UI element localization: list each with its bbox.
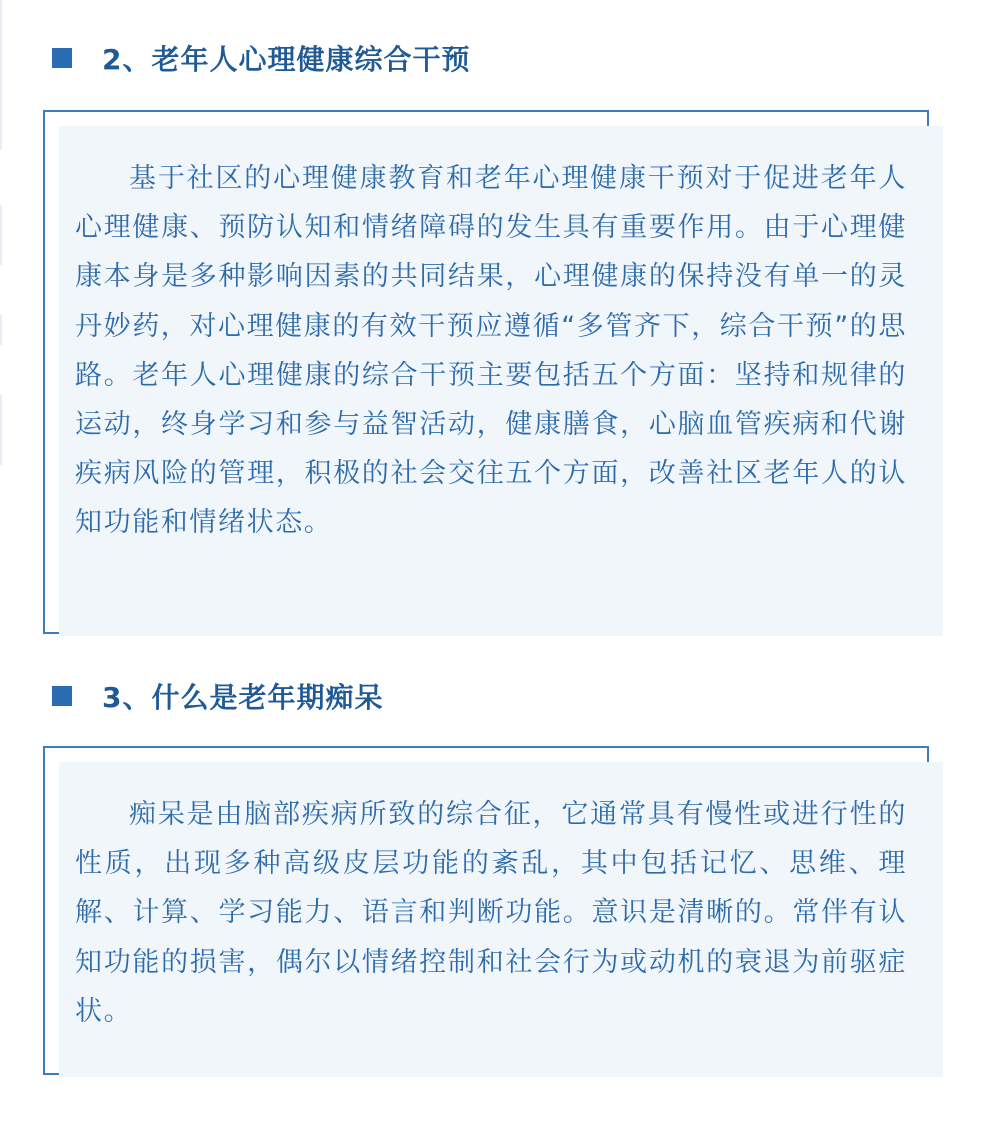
- square-bullet-icon: [52, 686, 72, 706]
- section-body-text: 基于社区的心理健康教育和老年心理健康干预对于促进老年人心理健康、预防认知和情绪障碍的发生具有重要作用。由于心理健康本身是多种影响因素的共同结果，心理健康的保持没有单一的灵丹妙药，对心理健康的有效干预应遵循“多管齐下，综合干预”的思路。老年人心理健康的综合干预主要包括五个方面：坚持和规律的运动，终身学习和参与益智活动，健康膳食，心脑血管疾病和代谢疾病风险的管理，积极的社会交往五个方面，改善社区老年人的认知功能和情绪状态。: [75, 163, 907, 539]
- square-bullet-icon: [52, 48, 72, 68]
- section-title: 3、什么是老年期痴呆: [102, 681, 384, 714]
- section-body-text: 痴呆是由脑部疾病所致的综合征，它通常具有慢性或进行性的性质，出现多种高级皮层功能的紊乱，其中包括记忆、思维、理解、计算、学习能力、语言和判断功能。意识是清晰的。常伴有认知功能的损害，偶尔以情绪控制和社会行为或动机的衰退为前驱症状。: [75, 799, 907, 1027]
- content-card-dementia: [43, 746, 929, 1075]
- section-header-intervention: [52, 38, 470, 78]
- content-card-intervention: [43, 110, 929, 634]
- page-edge-decoration: [0, 0, 3, 1121]
- section-header-dementia: [52, 676, 383, 716]
- section-title: 2、老年人心理健康综合干预: [102, 43, 471, 76]
